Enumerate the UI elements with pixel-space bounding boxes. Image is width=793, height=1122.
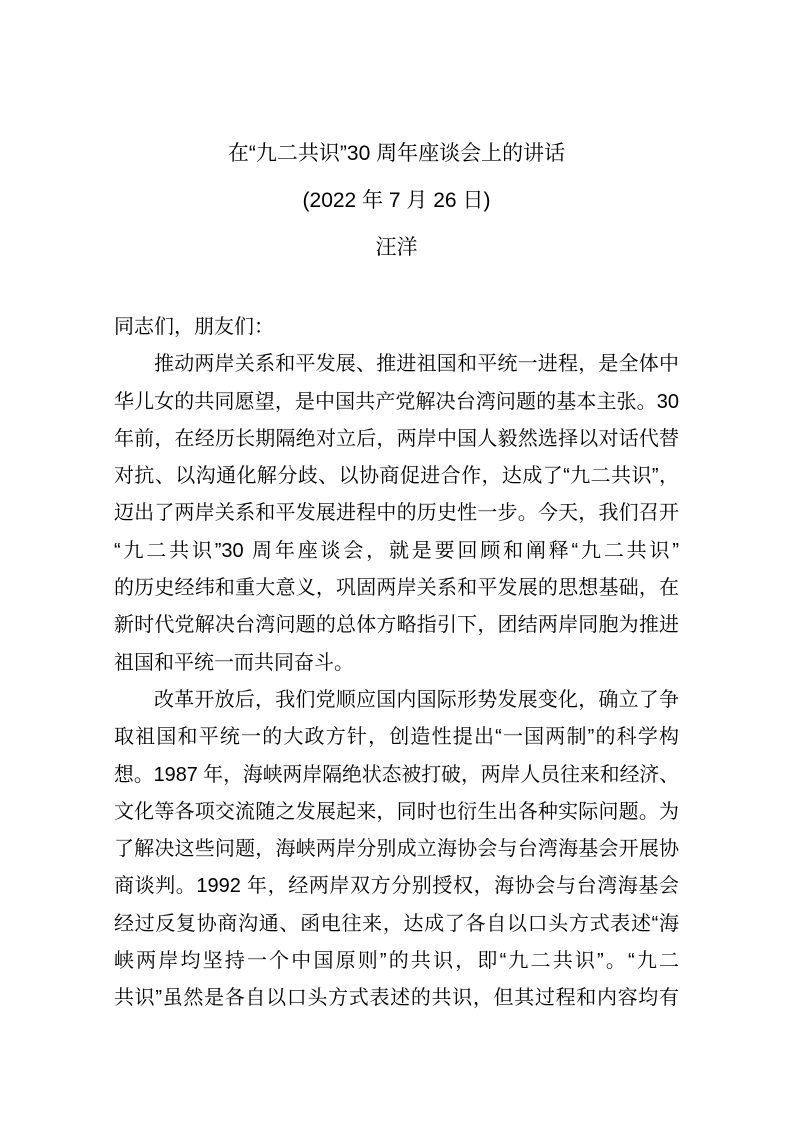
paragraph — [114, 309, 679, 346]
text-line: 对抗、以沟通化解分歧、以协商促进合作，达成了“九二共识”， — [114, 465, 679, 488]
text-line: 取祖国和平统一的大政方针，创造性提出“一国两制”的科学构 — [114, 726, 679, 749]
paragraph — [114, 682, 679, 1018]
text-line: 新时代党解决台湾问题的总体方略指引下，团结两岸同胞为推进 — [114, 614, 679, 637]
text-line: 了解决这些问题，海峡两岸分别成立海协会与台湾海基会开展协 — [114, 838, 679, 861]
text-line: 祖国和平统一而共同奋斗。 — [114, 651, 354, 674]
text-line: 改革开放后，我们党顺应国内国际形势发展变化，确立了争 — [154, 688, 679, 711]
document-author: 汪洋 — [375, 236, 418, 259]
text-line: 峡两岸均坚持一个中国原则”的共识，即“九二共识”。“九二 — [114, 950, 679, 973]
text-line: 年前，在经历长期隔绝对立后，两岸中国人毅然选择以对话代替 — [114, 427, 679, 450]
text-line: 经过反复协商沟通、函电往来，达成了各自以口头方式表述“海 — [114, 912, 679, 935]
document-date: (2022 年 7 月 26 日) — [302, 189, 491, 212]
paragraph — [114, 346, 679, 682]
text-line: 商谈判。1992 年，经两岸双方分别授权，海协会与台湾海基会 — [114, 875, 679, 898]
text-line: 迈出了两岸关系和平发展进程中的历史性一步。今天，我们召开 — [114, 502, 679, 525]
document-title: 在“九二共识”30 周年座谈会上的讲话 — [227, 142, 566, 165]
text-line: 同志们，朋友们： — [114, 316, 274, 338]
text-line: 的历史经纬和重大意义，巩固两岸关系和平发展的思想基础，在 — [114, 577, 679, 600]
text-line: 文化等各项交流随之发展起来，同时也衍生出各种实际问题。为 — [114, 800, 679, 823]
document-body — [114, 309, 679, 1018]
text-line: 共识”虽然是各自以口头方式表述的共识，但其过程和内容均有 — [114, 987, 679, 1010]
text-line: 华儿女的共同愿望，是中国共产党解决台湾问题的基本主张。30 — [114, 390, 679, 413]
text-line: 推动两岸关系和平发展、推进祖国和平统一进程，是全体中 — [154, 353, 679, 376]
text-line: “九二共识”30 周年座谈会，就是要回顾和阐释“九二共识” — [114, 539, 679, 562]
text-line: 想。1987 年，海峡两岸隔绝状态被打破，两岸人员往来和经济、 — [114, 763, 680, 786]
